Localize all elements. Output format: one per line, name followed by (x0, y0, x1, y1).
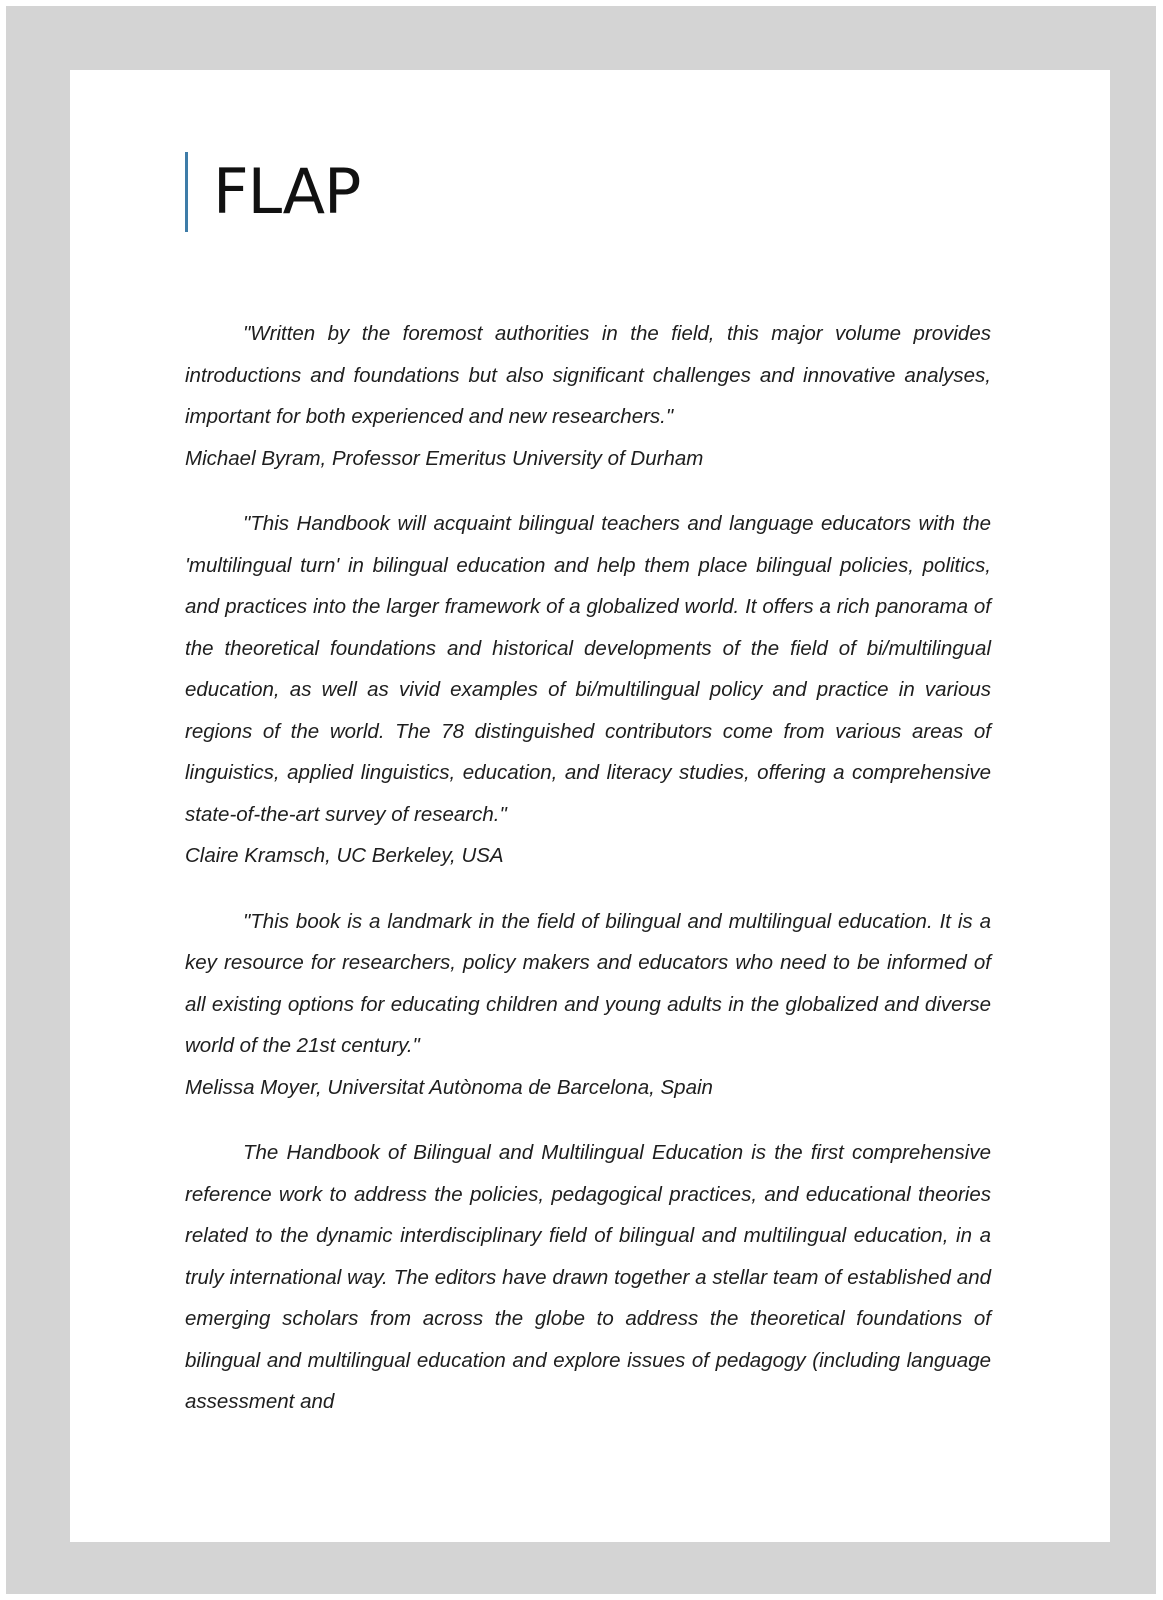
page-title: FLAP (213, 155, 361, 228)
blurb-attribution-moyer: Melissa Moyer, Universitat Autònoma de Barcelona, Spain (185, 1075, 713, 1099)
blurb-attribution-byram: Michael Byram, Professor Emeritus University of Durham (185, 446, 704, 470)
document-body (185, 313, 991, 1423)
blurb-quote-kramsch: "This Handbook will acquaint bilingual teachers and language educators with the 'multilingual turn' in bilingual education and help them place bilingual policies, politics, and practices into the larger framework of a globalized world. It offers a rich panorama of the theoretical foundations and historical developments of the field of bi/multilingual education, as well as vivid examples of bi/multilingual policy and practice in various regions of the world. The 78 distinguished contributors come from various areas of linguistics, applied linguistics, education, and literacy studies, offering a comprehensive state-of-the-art survey of research." (185, 512, 991, 826)
title-accent-bar (185, 152, 188, 232)
blurb-quote-byram: "Written by the foremost authorities in the field, this major volume provides introductions and foundations but also significant challenges and innovative analyses, important for both experienced and new researchers." (185, 322, 991, 428)
document-page (70, 70, 1110, 1542)
page-frame (6, 6, 1156, 1594)
blurb-attribution-kramsch: Claire Kramsch, UC Berkeley, USA (185, 844, 504, 867)
book-description: The Handbook of Bilingual and Multilingual Education is the first comprehensive reference work to address the policies, pedagogical practices, and educational theories related to the dynamic interdisciplinary field of bilingual and multilingual education, in a truly international way. The editors have drawn together a stellar team of established and emerging scholars from across the globe to address the theoretical foundations of bilingual and multilingual education and explore issues of pedagogy (including language assessment and (185, 1141, 991, 1413)
blurb-quote-moyer: "This book is a landmark in the field of bilingual and multilingual education. It is a key resource for researchers, policy makers and educators who need to be informed of all existing options for educating children and young adults in the globalized and diverse world of the 21st century." (185, 909, 991, 1057)
